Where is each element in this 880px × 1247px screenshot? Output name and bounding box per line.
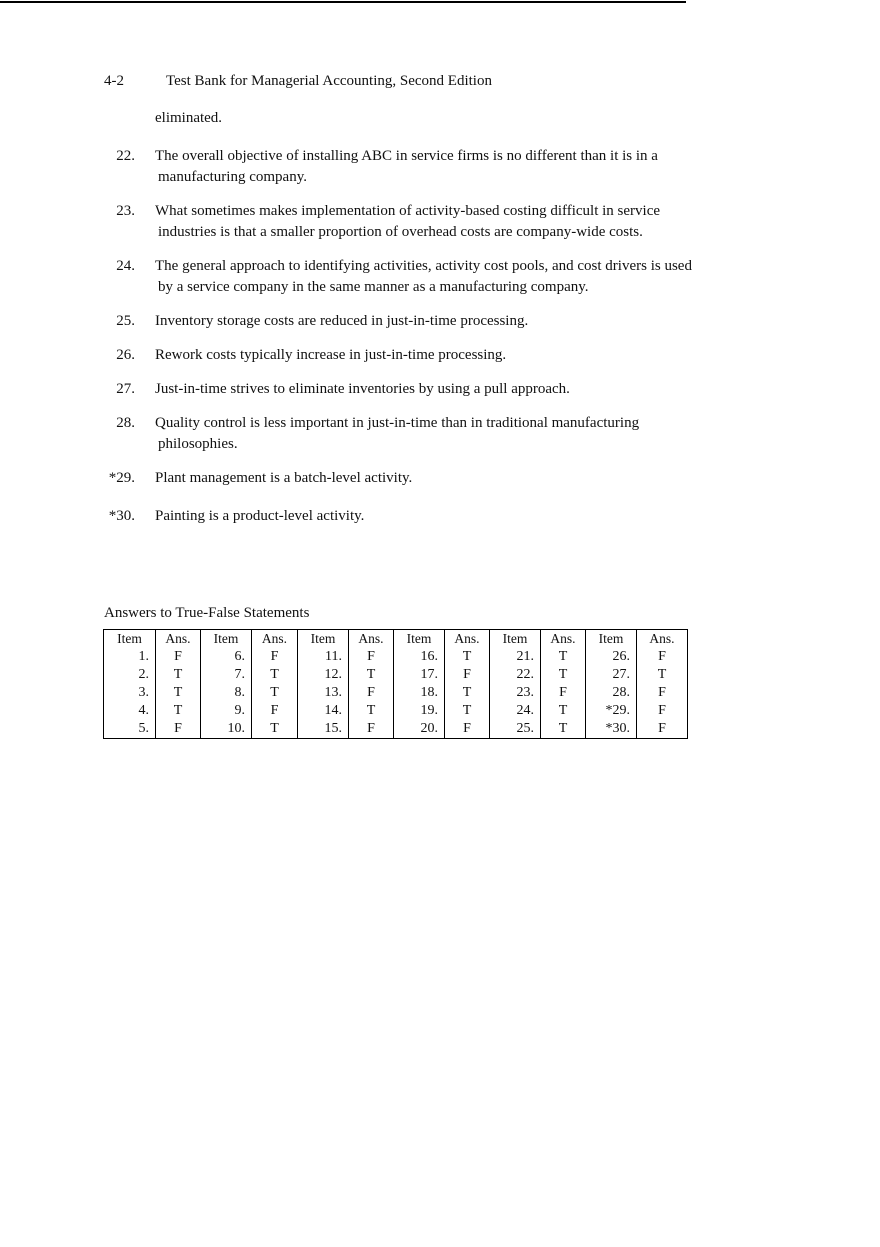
item-column-header: Item [201,630,252,649]
item-number: 20. [394,720,445,739]
question-item [104,345,747,366]
answers-table [103,629,688,739]
question-item [104,256,747,298]
answer-value: T [558,649,568,664]
question-text [155,345,747,366]
answer-value: T [657,667,667,682]
item-number: 13. [298,684,349,702]
item-number: *29. [586,702,637,720]
ans-column-header: Ans. [649,631,675,646]
item-number: *30. [586,720,637,739]
item-number: 4. [104,702,156,720]
answer-value: T [270,667,279,682]
item-number: 11. [298,648,349,666]
answer-value: F [559,685,567,700]
question-item [104,201,747,243]
item-number: 18. [394,684,445,702]
answer-value: T [270,685,279,700]
carry-over-text: eliminated. [155,110,223,126]
item-number: 22. [490,666,541,684]
answer-value: F [463,721,471,736]
answer-value: T [462,703,472,718]
table-row [104,648,688,666]
item-column-header: Item [586,630,637,649]
question-line-2: manufacturing company. [158,169,307,185]
answer-value: T [366,703,376,718]
item-number: 8. [201,684,252,702]
question-number: 28. [116,415,135,431]
question-number: 25. [116,313,135,329]
table-row [104,666,688,684]
answers-section-title: Answers to True-False Statements [104,605,310,621]
item-number: 16. [394,648,445,666]
question-line-1: The general approach to identifying activities, activity cost pools, and cost drivers is used [155,258,692,274]
item-number: 9. [201,702,252,720]
item-column-header: Item [490,630,541,649]
item-number: 1. [104,648,156,666]
ans-column-header: Ans. [454,631,480,646]
question-text [155,506,747,527]
question-line-1: Plant management is a batch-level activity. [155,470,413,486]
answer-value: T [173,703,183,718]
answer-value: T [558,721,568,736]
question-line-1: What sometimes makes implementation of activity-based costing difficult in service [155,203,661,219]
question-number: 23. [116,203,135,219]
question-text [155,256,747,298]
question-text [155,413,747,455]
answer-value: F [270,703,279,718]
answer-value: F [658,649,666,664]
item-number: 21. [490,648,541,666]
question-item [104,413,747,455]
answers-header-row [104,630,688,649]
answer-value: T [366,667,376,682]
question-item [104,468,747,489]
question-text [155,311,747,332]
item-number: 17. [394,666,445,684]
question-line-1: The overall objective of installing ABC in service firms is no different than it is in a [155,148,658,164]
item-number: 10. [201,720,252,739]
question-line-1: Quality control is less important in just-in-time than in traditional manufacturing [155,415,640,431]
question-text [155,379,747,400]
item-number: 15. [298,720,349,739]
question-item [104,146,747,188]
question-text [155,201,747,243]
answer-value: F [658,703,666,718]
question-line-1: Inventory storage costs are reduced in just-in-time processing. [155,313,529,329]
item-column-header: Item [104,630,156,649]
ans-column-header: Ans. [550,631,576,646]
question-number: 26. [116,347,135,363]
page-number: 4-2 [104,73,124,89]
item-number: 23. [490,684,541,702]
answer-value: F [270,649,279,664]
question-list [104,146,747,540]
question-number: 27. [116,381,135,397]
item-column-header: Item [394,630,445,649]
top-rule [0,1,686,3]
ans-column-header: Ans. [358,631,384,646]
answer-value: T [173,667,183,682]
question-item [104,311,747,332]
question-text [155,146,747,188]
item-number: 14. [298,702,349,720]
table-row [104,702,688,720]
question-number: *30. [108,508,135,524]
item-column-header: Item [298,630,349,649]
item-number: 26. [586,648,637,666]
item-number: 2. [104,666,156,684]
question-line-1: Just-in-time strives to eliminate inventories by using a pull approach. [155,381,570,397]
item-number: 25. [490,720,541,739]
answer-value: F [658,685,666,700]
item-number: 3. [104,684,156,702]
question-number: 24. [116,258,135,274]
answer-value: T [173,685,183,700]
answer-value: F [367,685,375,700]
question-line-2: by a service company in the same manner as a manufacturing company. [158,279,589,295]
ans-column-header: Ans. [165,631,191,646]
answer-value: F [658,721,666,736]
answer-value: T [558,703,568,718]
ans-column-header: Ans. [261,631,288,646]
item-number: 19. [394,702,445,720]
item-number: 28. [586,684,637,702]
answer-value: F [367,649,375,664]
answer-value: F [463,667,471,682]
question-line-1: Painting is a product-level activity. [155,508,365,524]
item-number: 24. [490,702,541,720]
item-number: 12. [298,666,349,684]
answer-value: T [558,667,568,682]
question-line-2: industries is that a smaller proportion of overhead costs are company-wide costs. [158,224,643,240]
answer-value: F [174,721,182,736]
answer-value: F [367,721,375,736]
answer-value: T [462,685,472,700]
question-text [155,468,747,489]
answer-value: F [174,649,182,664]
item-number: 7. [201,666,252,684]
question-item [104,506,747,527]
table-row [104,684,688,702]
answer-value: T [270,721,279,736]
question-line-1: Rework costs typically increase in just-in-time processing. [155,347,507,363]
question-number: 22. [116,148,135,164]
question-item [104,379,747,400]
table-row [104,720,688,739]
item-number: 6. [201,648,252,666]
item-number: 5. [104,720,156,739]
item-number: 27. [586,666,637,684]
question-number: *29. [108,470,135,486]
question-line-2: philosophies. [158,436,238,452]
running-header-title: Test Bank for Managerial Accounting, Second Edition [166,73,492,89]
answer-value: T [462,649,472,664]
